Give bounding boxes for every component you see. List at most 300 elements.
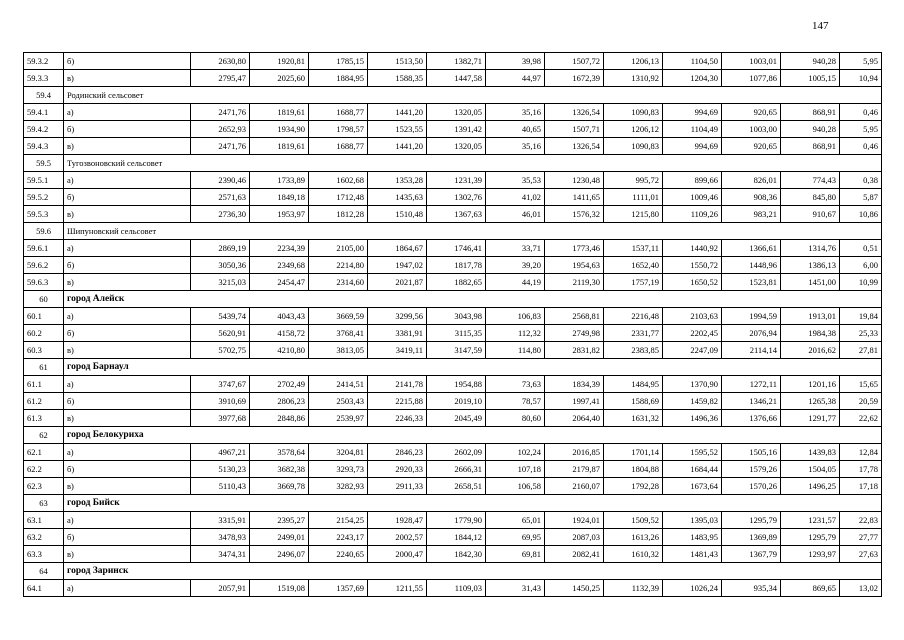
value-cell: 1954,88 bbox=[427, 376, 486, 393]
value-cell: 868,91 bbox=[781, 138, 840, 155]
table-row bbox=[24, 529, 882, 546]
section-header-row bbox=[24, 427, 882, 444]
row-variant: б) bbox=[64, 529, 191, 546]
value-cell: 1997,41 bbox=[545, 393, 604, 410]
value-cell: 1519,08 bbox=[250, 580, 309, 597]
table-row bbox=[24, 342, 882, 359]
value-cell: 2105,00 bbox=[309, 240, 368, 257]
value-cell: 2666,31 bbox=[427, 461, 486, 478]
value-cell: 1613,26 bbox=[604, 529, 663, 546]
value-cell: 1386,13 bbox=[781, 257, 840, 274]
value-cell: 1954,63 bbox=[545, 257, 604, 274]
value-cell: 1673,64 bbox=[663, 478, 722, 495]
value-cell: 2019,10 bbox=[427, 393, 486, 410]
value-cell: 65,01 bbox=[486, 512, 545, 529]
section-title: Родинский сельсовет bbox=[64, 87, 882, 104]
row-variant: в) bbox=[64, 70, 191, 87]
row-variant: а) bbox=[64, 376, 191, 393]
value-cell: 22,62 bbox=[840, 410, 882, 427]
row-variant: в) bbox=[64, 410, 191, 427]
row-code: 62.2 bbox=[24, 461, 64, 478]
value-cell: 1712,48 bbox=[309, 189, 368, 206]
value-cell: 2119,30 bbox=[545, 274, 604, 291]
value-cell: 2496,07 bbox=[250, 546, 309, 563]
value-cell: 2539,97 bbox=[309, 410, 368, 427]
value-cell: 1326,54 bbox=[545, 104, 604, 121]
value-cell: 1785,15 bbox=[309, 53, 368, 70]
value-cell: 1211,55 bbox=[368, 580, 427, 597]
value-cell: 4158,72 bbox=[250, 325, 309, 342]
value-cell: 940,28 bbox=[781, 121, 840, 138]
table-row bbox=[24, 325, 882, 342]
value-cell: 1291,77 bbox=[781, 410, 840, 427]
section-code: 62 bbox=[24, 427, 64, 444]
section-header-row bbox=[24, 563, 882, 580]
value-cell: 1523,81 bbox=[722, 274, 781, 291]
value-cell: 1230,48 bbox=[545, 172, 604, 189]
value-cell: 2214,80 bbox=[309, 257, 368, 274]
value-cell: 2243,17 bbox=[309, 529, 368, 546]
value-cell: 1009,46 bbox=[663, 189, 722, 206]
value-cell: 5,95 bbox=[840, 121, 882, 138]
value-cell: 1650,52 bbox=[663, 274, 722, 291]
value-cell: 2025,60 bbox=[250, 70, 309, 87]
value-cell: 5620,91 bbox=[191, 325, 250, 342]
row-variant: б) bbox=[64, 189, 191, 206]
value-cell: 1310,92 bbox=[604, 70, 663, 87]
row-variant: б) bbox=[64, 121, 191, 138]
row-variant: а) bbox=[64, 308, 191, 325]
value-cell: 1842,30 bbox=[427, 546, 486, 563]
value-cell: 1448,96 bbox=[722, 257, 781, 274]
value-cell: 2911,33 bbox=[368, 478, 427, 495]
value-cell: 25,33 bbox=[840, 325, 882, 342]
value-cell: 3669,78 bbox=[250, 478, 309, 495]
value-cell: 1353,28 bbox=[368, 172, 427, 189]
value-cell: 15,65 bbox=[840, 376, 882, 393]
section-code: 59.4 bbox=[24, 87, 64, 104]
value-cell: 1391,42 bbox=[427, 121, 486, 138]
row-code: 59.6.3 bbox=[24, 274, 64, 291]
row-code: 59.5.1 bbox=[24, 172, 64, 189]
row-code: 59.4.1 bbox=[24, 104, 64, 121]
value-cell: 774,43 bbox=[781, 172, 840, 189]
value-cell: 1834,39 bbox=[545, 376, 604, 393]
value-cell: 2869,19 bbox=[191, 240, 250, 257]
value-cell: 3147,59 bbox=[427, 342, 486, 359]
value-cell: 2471,76 bbox=[191, 104, 250, 121]
table-row bbox=[24, 104, 882, 121]
value-cell: 3682,38 bbox=[250, 461, 309, 478]
value-cell: 1884,95 bbox=[309, 70, 368, 87]
value-cell: 114,80 bbox=[486, 342, 545, 359]
value-cell: 1483,95 bbox=[663, 529, 722, 546]
value-cell: 12,84 bbox=[840, 444, 882, 461]
value-cell: 1817,78 bbox=[427, 257, 486, 274]
value-cell: 69,95 bbox=[486, 529, 545, 546]
value-cell: 2202,45 bbox=[663, 325, 722, 342]
value-cell: 1792,28 bbox=[604, 478, 663, 495]
value-cell: 2076,94 bbox=[722, 325, 781, 342]
table-row bbox=[24, 512, 882, 529]
value-cell: 1746,41 bbox=[427, 240, 486, 257]
value-cell: 1504,05 bbox=[781, 461, 840, 478]
value-cell: 46,01 bbox=[486, 206, 545, 223]
value-cell: 2114,14 bbox=[722, 342, 781, 359]
section-title: город Барнаул bbox=[64, 359, 882, 376]
value-cell: 69,81 bbox=[486, 546, 545, 563]
value-cell: 1947,02 bbox=[368, 257, 427, 274]
value-cell: 1610,32 bbox=[604, 546, 663, 563]
value-cell: 1507,72 bbox=[545, 53, 604, 70]
value-cell: 1570,26 bbox=[722, 478, 781, 495]
value-cell: 920,65 bbox=[722, 138, 781, 155]
value-cell: 2395,27 bbox=[250, 512, 309, 529]
value-cell: 1357,69 bbox=[309, 580, 368, 597]
section-code: 61 bbox=[24, 359, 64, 376]
value-cell: 1733,89 bbox=[250, 172, 309, 189]
value-cell: 1111,01 bbox=[604, 189, 663, 206]
value-cell: 2216,48 bbox=[604, 308, 663, 325]
value-cell: 0,46 bbox=[840, 138, 882, 155]
value-cell: 1451,00 bbox=[781, 274, 840, 291]
value-cell: 1435,63 bbox=[368, 189, 427, 206]
value-cell: 920,65 bbox=[722, 104, 781, 121]
value-cell: 27,77 bbox=[840, 529, 882, 546]
value-cell: 1382,71 bbox=[427, 53, 486, 70]
value-cell: 1481,43 bbox=[663, 546, 722, 563]
value-cell: 2795,47 bbox=[191, 70, 250, 87]
value-cell: 2749,98 bbox=[545, 325, 604, 342]
value-cell: 1459,82 bbox=[663, 393, 722, 410]
row-variant: а) bbox=[64, 172, 191, 189]
table-row bbox=[24, 206, 882, 223]
value-cell: 1440,92 bbox=[663, 240, 722, 257]
value-cell: 44,19 bbox=[486, 274, 545, 291]
section-title: город Заринск bbox=[64, 563, 882, 580]
table-row bbox=[24, 257, 882, 274]
table-row bbox=[24, 121, 882, 138]
row-code: 61.1 bbox=[24, 376, 64, 393]
value-cell: 2349,68 bbox=[250, 257, 309, 274]
row-code: 59.6.1 bbox=[24, 240, 64, 257]
section-header-row bbox=[24, 359, 882, 376]
value-cell: 5130,23 bbox=[191, 461, 250, 478]
table-row bbox=[24, 393, 882, 410]
section-title: город Алейск bbox=[64, 291, 882, 308]
value-cell: 2454,47 bbox=[250, 274, 309, 291]
row-code: 61.3 bbox=[24, 410, 64, 427]
value-cell: 1507,71 bbox=[545, 121, 604, 138]
table-row bbox=[24, 189, 882, 206]
value-cell: 1953,97 bbox=[250, 206, 309, 223]
value-cell: 1367,79 bbox=[722, 546, 781, 563]
value-cell: 78,57 bbox=[486, 393, 545, 410]
value-cell: 1366,61 bbox=[722, 240, 781, 257]
value-cell: 1523,55 bbox=[368, 121, 427, 138]
value-cell: 2602,09 bbox=[427, 444, 486, 461]
value-cell: 2331,77 bbox=[604, 325, 663, 342]
table-row bbox=[24, 308, 882, 325]
value-cell: 40,65 bbox=[486, 121, 545, 138]
value-cell: 3768,41 bbox=[309, 325, 368, 342]
value-cell: 17,18 bbox=[840, 478, 882, 495]
value-cell: 1849,18 bbox=[250, 189, 309, 206]
value-cell: 2154,25 bbox=[309, 512, 368, 529]
table-body bbox=[24, 53, 882, 597]
value-cell: 1688,77 bbox=[309, 104, 368, 121]
value-cell: 1411,65 bbox=[545, 189, 604, 206]
value-cell: 5110,43 bbox=[191, 478, 250, 495]
value-cell: 995,72 bbox=[604, 172, 663, 189]
row-variant: а) bbox=[64, 512, 191, 529]
value-cell: 2571,63 bbox=[191, 189, 250, 206]
value-cell: 1484,95 bbox=[604, 376, 663, 393]
value-cell: 2160,07 bbox=[545, 478, 604, 495]
row-variant: в) bbox=[64, 206, 191, 223]
value-cell: 1652,40 bbox=[604, 257, 663, 274]
row-code: 62.1 bbox=[24, 444, 64, 461]
value-cell: 1920,81 bbox=[250, 53, 309, 70]
value-cell: 2240,65 bbox=[309, 546, 368, 563]
value-cell: 22,83 bbox=[840, 512, 882, 529]
section-title: город Белокуриха bbox=[64, 427, 882, 444]
value-cell: 1369,89 bbox=[722, 529, 781, 546]
value-cell: 1757,19 bbox=[604, 274, 663, 291]
value-cell: 2082,41 bbox=[545, 546, 604, 563]
value-cell: 3478,93 bbox=[191, 529, 250, 546]
value-cell: 0,46 bbox=[840, 104, 882, 121]
value-cell: 2016,85 bbox=[545, 444, 604, 461]
value-cell: 1367,63 bbox=[427, 206, 486, 223]
value-cell: 3299,56 bbox=[368, 308, 427, 325]
value-cell: 1984,38 bbox=[781, 325, 840, 342]
section-code: 63 bbox=[24, 495, 64, 512]
value-cell: 1215,80 bbox=[604, 206, 663, 223]
value-cell: 1819,61 bbox=[250, 138, 309, 155]
value-cell: 2247,09 bbox=[663, 342, 722, 359]
value-cell: 1003,00 bbox=[722, 121, 781, 138]
row-code: 59.5.3 bbox=[24, 206, 64, 223]
value-cell: 1090,83 bbox=[604, 104, 663, 121]
value-cell: 1595,52 bbox=[663, 444, 722, 461]
section-header-row bbox=[24, 155, 882, 172]
value-cell: 1293,97 bbox=[781, 546, 840, 563]
row-code: 64.1 bbox=[24, 580, 64, 597]
value-cell: 3910,69 bbox=[191, 393, 250, 410]
tariff-table bbox=[23, 52, 882, 597]
value-cell: 910,67 bbox=[781, 206, 840, 223]
value-cell: 1688,77 bbox=[309, 138, 368, 155]
value-cell: 1550,72 bbox=[663, 257, 722, 274]
value-cell: 4967,21 bbox=[191, 444, 250, 461]
value-cell: 1804,88 bbox=[604, 461, 663, 478]
row-variant: а) bbox=[64, 240, 191, 257]
value-cell: 994,69 bbox=[663, 138, 722, 155]
value-cell: 1005,15 bbox=[781, 70, 840, 87]
value-cell: 1576,32 bbox=[545, 206, 604, 223]
row-code: 63.2 bbox=[24, 529, 64, 546]
value-cell: 1779,90 bbox=[427, 512, 486, 529]
value-cell: 1496,36 bbox=[663, 410, 722, 427]
table-row bbox=[24, 274, 882, 291]
value-cell: 1819,61 bbox=[250, 104, 309, 121]
value-cell: 19,84 bbox=[840, 308, 882, 325]
section-header-row bbox=[24, 495, 882, 512]
value-cell: 2383,85 bbox=[604, 342, 663, 359]
value-cell: 1441,20 bbox=[368, 104, 427, 121]
value-cell: 1206,13 bbox=[604, 53, 663, 70]
row-variant: б) bbox=[64, 53, 191, 70]
value-cell: 1109,03 bbox=[427, 580, 486, 597]
value-cell: 1812,28 bbox=[309, 206, 368, 223]
value-cell: 1509,52 bbox=[604, 512, 663, 529]
value-cell: 2087,03 bbox=[545, 529, 604, 546]
value-cell: 1314,76 bbox=[781, 240, 840, 257]
value-cell: 1201,16 bbox=[781, 376, 840, 393]
value-cell: 39,98 bbox=[486, 53, 545, 70]
value-cell: 994,69 bbox=[663, 104, 722, 121]
value-cell: 2414,51 bbox=[309, 376, 368, 393]
value-cell: 2234,39 bbox=[250, 240, 309, 257]
value-cell: 17,78 bbox=[840, 461, 882, 478]
value-cell: 1395,03 bbox=[663, 512, 722, 529]
value-cell: 13,02 bbox=[840, 580, 882, 597]
value-cell: 940,28 bbox=[781, 53, 840, 70]
value-cell: 1077,86 bbox=[722, 70, 781, 87]
value-cell: 1302,76 bbox=[427, 189, 486, 206]
value-cell: 868,91 bbox=[781, 104, 840, 121]
value-cell: 3315,91 bbox=[191, 512, 250, 529]
value-cell: 2215,88 bbox=[368, 393, 427, 410]
value-cell: 2503,43 bbox=[309, 393, 368, 410]
section-header-row bbox=[24, 223, 882, 240]
value-cell: 2246,33 bbox=[368, 410, 427, 427]
value-cell: 3669,59 bbox=[309, 308, 368, 325]
row-variant: а) bbox=[64, 104, 191, 121]
value-cell: 2045,49 bbox=[427, 410, 486, 427]
value-cell: 27,81 bbox=[840, 342, 882, 359]
value-cell: 1090,83 bbox=[604, 138, 663, 155]
row-code: 60.3 bbox=[24, 342, 64, 359]
value-cell: 1295,79 bbox=[781, 529, 840, 546]
value-cell: 3050,36 bbox=[191, 257, 250, 274]
value-cell: 826,01 bbox=[722, 172, 781, 189]
value-cell: 1206,12 bbox=[604, 121, 663, 138]
value-cell: 1104,49 bbox=[663, 121, 722, 138]
row-variant: б) bbox=[64, 461, 191, 478]
value-cell: 3293,73 bbox=[309, 461, 368, 478]
value-cell: 2000,47 bbox=[368, 546, 427, 563]
value-cell: 106,83 bbox=[486, 308, 545, 325]
table-row bbox=[24, 410, 882, 427]
value-cell: 2831,82 bbox=[545, 342, 604, 359]
value-cell: 2141,78 bbox=[368, 376, 427, 393]
value-cell: 1864,67 bbox=[368, 240, 427, 257]
value-cell: 2658,51 bbox=[427, 478, 486, 495]
value-cell: 1447,58 bbox=[427, 70, 486, 87]
table-row bbox=[24, 444, 882, 461]
value-cell: 2103,63 bbox=[663, 308, 722, 325]
value-cell: 2471,76 bbox=[191, 138, 250, 155]
value-cell: 5,87 bbox=[840, 189, 882, 206]
table-row bbox=[24, 461, 882, 478]
value-cell: 1924,01 bbox=[545, 512, 604, 529]
table-row bbox=[24, 478, 882, 495]
value-cell: 2499,01 bbox=[250, 529, 309, 546]
value-cell: 3215,03 bbox=[191, 274, 250, 291]
value-cell: 2002,57 bbox=[368, 529, 427, 546]
value-cell: 1934,90 bbox=[250, 121, 309, 138]
value-cell: 1441,20 bbox=[368, 138, 427, 155]
value-cell: 1231,39 bbox=[427, 172, 486, 189]
value-cell: 10,99 bbox=[840, 274, 882, 291]
value-cell: 1132,39 bbox=[604, 580, 663, 597]
row-code: 60.2 bbox=[24, 325, 64, 342]
value-cell: 27,63 bbox=[840, 546, 882, 563]
value-cell: 1104,50 bbox=[663, 53, 722, 70]
value-cell: 2016,62 bbox=[781, 342, 840, 359]
page-number: 147 bbox=[812, 20, 829, 32]
value-cell: 39,20 bbox=[486, 257, 545, 274]
value-cell: 1798,57 bbox=[309, 121, 368, 138]
value-cell: 35,16 bbox=[486, 138, 545, 155]
value-cell: 3474,31 bbox=[191, 546, 250, 563]
value-cell: 3813,05 bbox=[309, 342, 368, 359]
value-cell: 1602,68 bbox=[309, 172, 368, 189]
section-code: 64 bbox=[24, 563, 64, 580]
value-cell: 1320,05 bbox=[427, 138, 486, 155]
value-cell: 1672,39 bbox=[545, 70, 604, 87]
value-cell: 2736,30 bbox=[191, 206, 250, 223]
value-cell: 1295,79 bbox=[722, 512, 781, 529]
row-variant: б) bbox=[64, 257, 191, 274]
section-code: 60 bbox=[24, 291, 64, 308]
value-cell: 10,94 bbox=[840, 70, 882, 87]
value-cell: 1701,14 bbox=[604, 444, 663, 461]
table-row bbox=[24, 53, 882, 70]
value-cell: 1588,69 bbox=[604, 393, 663, 410]
table-row bbox=[24, 580, 882, 597]
table-row bbox=[24, 240, 882, 257]
value-cell: 1326,54 bbox=[545, 138, 604, 155]
value-cell: 1272,11 bbox=[722, 376, 781, 393]
row-code: 59.6.2 bbox=[24, 257, 64, 274]
value-cell: 3977,68 bbox=[191, 410, 250, 427]
section-code: 59.6 bbox=[24, 223, 64, 240]
row-code: 59.5.2 bbox=[24, 189, 64, 206]
value-cell: 1265,38 bbox=[781, 393, 840, 410]
value-cell: 3578,64 bbox=[250, 444, 309, 461]
section-title: город Бийск bbox=[64, 495, 882, 512]
value-cell: 2179,87 bbox=[545, 461, 604, 478]
value-cell: 73,63 bbox=[486, 376, 545, 393]
row-code: 61.2 bbox=[24, 393, 64, 410]
row-variant: в) bbox=[64, 478, 191, 495]
value-cell: 6,00 bbox=[840, 257, 882, 274]
value-cell: 102,24 bbox=[486, 444, 545, 461]
value-cell: 2806,23 bbox=[250, 393, 309, 410]
value-cell: 1231,57 bbox=[781, 512, 840, 529]
table-row bbox=[24, 70, 882, 87]
value-cell: 1510,48 bbox=[368, 206, 427, 223]
value-cell: 1370,90 bbox=[663, 376, 722, 393]
row-code: 63.1 bbox=[24, 512, 64, 529]
row-variant: б) bbox=[64, 325, 191, 342]
row-code: 59.4.3 bbox=[24, 138, 64, 155]
section-header-row bbox=[24, 87, 882, 104]
table-row bbox=[24, 546, 882, 563]
